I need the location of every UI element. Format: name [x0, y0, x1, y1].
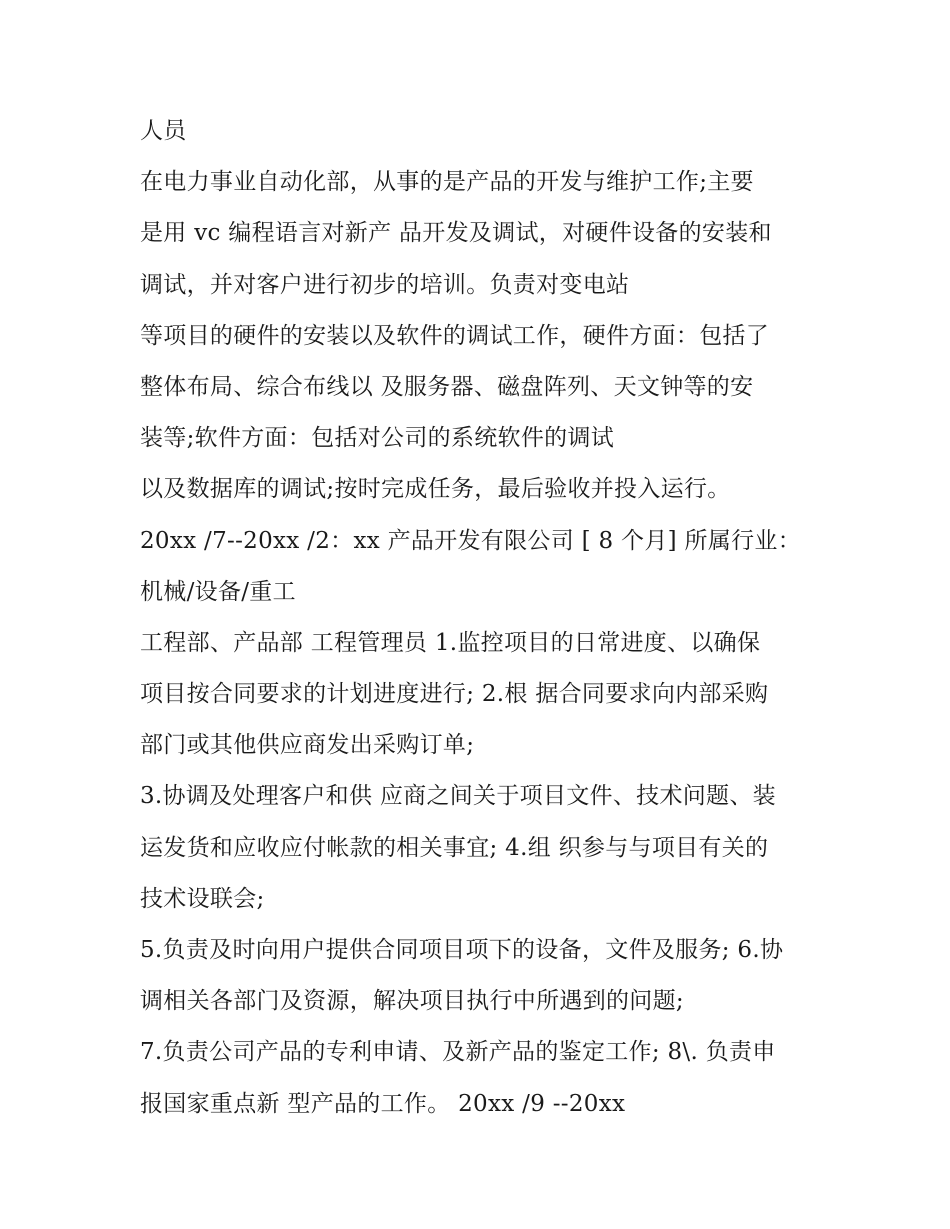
text-line: 7.负责公司产品的专利申请、及新产品的鉴定工作; 8\. 负责申 — [140, 1039, 776, 1066]
text-line: 3.协调及处理客户和供 应商之间关于项目文件、技术问题、装 — [140, 783, 776, 810]
text-line: 装等;软件方面：包括对公司的系统软件的调试 — [140, 425, 615, 452]
text-line: 部门或其他供应商发出采购订单; — [140, 732, 475, 759]
text-line: 工程部、产品部 工程管理员 1.监控项目的日常进度、以确保 — [140, 629, 761, 656]
text-line: 运发货和应收应付帐款的相关事宜; 4.组 织参与与项目有关的 — [140, 834, 769, 861]
text-line: 20xx /7--20xx /2：xx 产品开发有限公司 [ 8 个月] 所属行业： — [140, 527, 802, 554]
text-line: 以及数据库的调试;按时完成任务，最后验收并投入运行。 — [140, 476, 731, 503]
text-line: 整体布局、综合布线以 及服务器、磁盘阵列、天文钟等的安 — [140, 373, 754, 400]
text-line: 报国家重点新 型产品的工作。 20xx /9 --20xx — [140, 1090, 626, 1117]
text-line: 调试，并对客户进行初步的培训。负责对变电站 — [140, 271, 630, 298]
text-line: 机械/设备/重工 — [140, 578, 296, 605]
document-body — [140, 106, 840, 1130]
text-line: 5.负责及时向用户提供合同项目项下的设备，文件及服务; 6.协 — [140, 937, 784, 963]
text-line: 技术设联会; — [140, 885, 265, 912]
text-line: 在电力事业自动化部，从事的是产品的开发与维护工作;主要 — [140, 169, 754, 196]
text-line: 调相关各部门及资源，解决项目执行中所遇到的问题; — [140, 988, 684, 1015]
text-line: 等项目的硬件的安装以及软件的调试工作，硬件方面：包括了 — [140, 322, 770, 349]
text-line: 人员 — [140, 118, 187, 144]
text-line: 是用 vc 编程语言对新产 品开发及调试，对硬件设备的安装和 — [140, 220, 772, 247]
text-line: 项目按合同要求的计划进度进行; 2.根 据合同要求向内部采购 — [140, 681, 769, 708]
